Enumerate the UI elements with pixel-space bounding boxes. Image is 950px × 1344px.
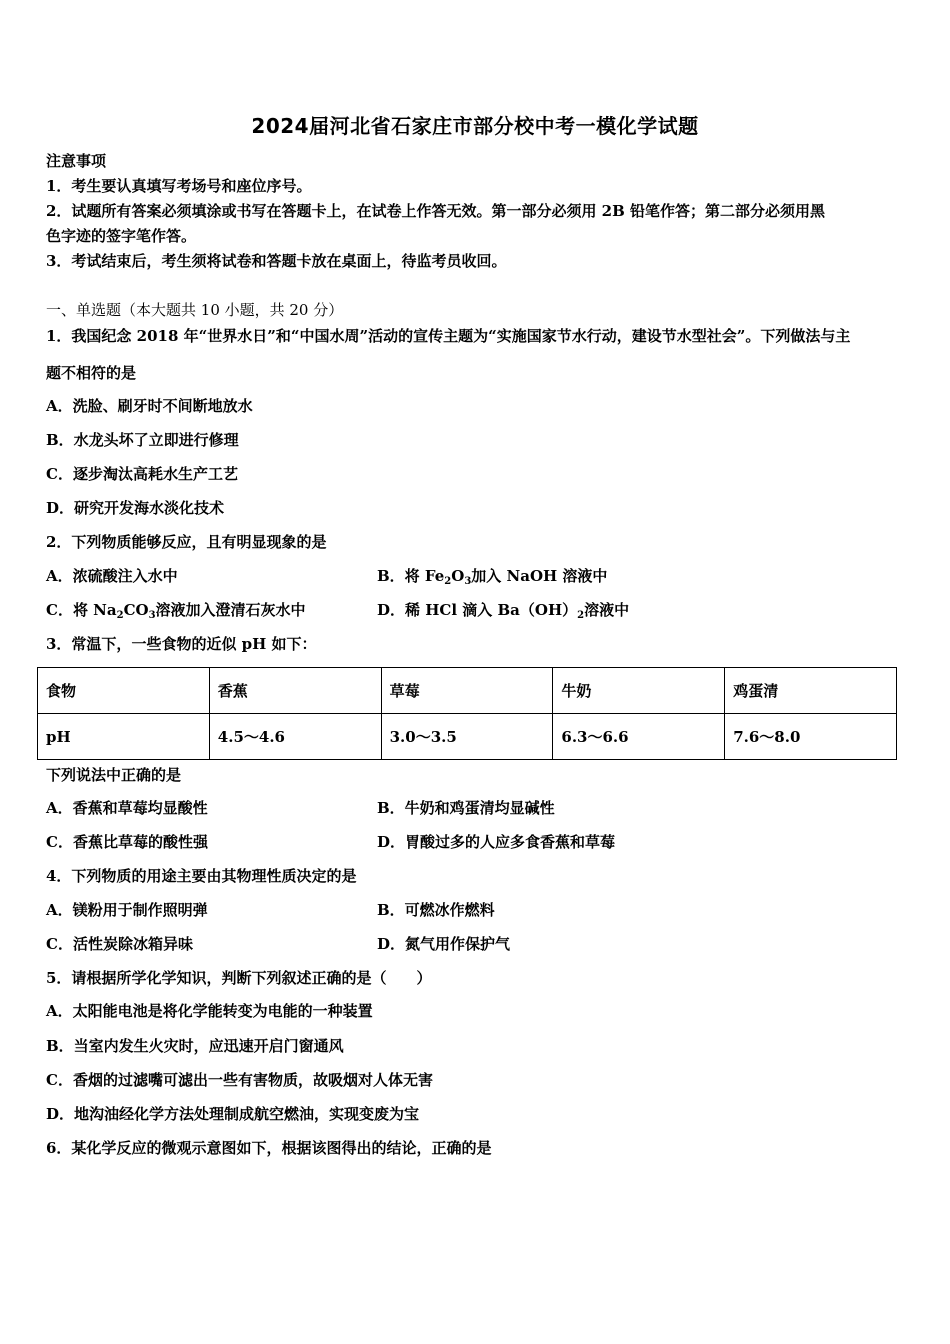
question-4-option-c: C．活性炭除冰箱异味 xyxy=(46,935,193,953)
question-2-option-c: C．将 $Na_2CO_3$溶液加入澄清石灰水中 xyxy=(46,601,306,621)
question-2-option-b: B．将 $Fe_2O_3$加入 NaOH 溶液中 xyxy=(377,567,608,587)
question-5-option-b: B．当室内发生火灾时，应迅速开启门窗通风 xyxy=(46,1037,344,1055)
table-cell: 香蕉 xyxy=(209,668,381,714)
question-2-option-a: A．浓硫酸注入水中 xyxy=(46,567,178,585)
question-4-option-d: D．氮气用作保护气 xyxy=(377,935,511,953)
notice-item: 3．考试结束后，考生须将试卷和答题卡放在桌面上，待监考员收回。 xyxy=(46,252,507,270)
notice-heading: 注意事项 xyxy=(46,152,107,170)
table-cell: 7.6～8.0 xyxy=(725,714,897,760)
question-1-stem-cont: 题不相符的是 xyxy=(46,364,137,382)
question-3-option-d: D．胃酸过多的人应多食香蕉和草莓 xyxy=(377,833,616,851)
question-5-option-a: A．太阳能电池是将化学能转变为电能的一种装置 xyxy=(46,1002,373,1020)
question-5-option-c: C．香烟的过滤嘴可滤出一些有害物质，故吸烟对人体无害 xyxy=(46,1071,433,1089)
question-2-option-d: D．稀 HCl 滴入 $Ba(OH)_2$溶液中 xyxy=(377,601,630,621)
question-3-option-c: C．香蕉比草莓的酸性强 xyxy=(46,833,208,851)
question-3-option-b: B．牛奶和鸡蛋清均显碱性 xyxy=(377,799,555,817)
question-1-option-b: B．水龙头坏了立即进行修理 xyxy=(46,431,239,449)
table-row xyxy=(38,714,897,760)
question-5-option-d: D．地沟油经化学方法处理制成航空燃油，实现变废为宝 xyxy=(46,1105,420,1123)
question-1-option-d: D．研究开发海水淡化技术 xyxy=(46,499,225,517)
question-1-stem: 1．我国纪念 2018 年“世界水日”和“中国水周”活动的宣传主题为“实施国家节水行动，建设节水型社会”。下列做法与主 xyxy=(46,327,851,345)
table-cell: 6.3～6.6 xyxy=(553,714,725,760)
table-cell: 食物 xyxy=(38,668,210,714)
question-3-option-a: A．香蕉和草莓均显酸性 xyxy=(46,799,208,817)
ph-table xyxy=(37,667,897,760)
table-cell: 鸡蛋清 xyxy=(725,668,897,714)
table-cell: pH xyxy=(38,714,210,760)
question-4-option-b: B．可燃冰作燃料 xyxy=(377,901,495,919)
question-1-option-c: C．逐步淘汰高耗水生产工艺 xyxy=(46,465,238,483)
question-6-stem: 6．某化学反应的微观示意图如下，根据该图得出的结论，正确的是 xyxy=(46,1139,492,1157)
notice-item: 1．考生要认真填写考场号和座位序号。 xyxy=(46,177,312,195)
table-cell: 3.0～3.5 xyxy=(381,714,553,760)
notice-item: 色字迹的签字笔作答。 xyxy=(46,227,197,245)
question-4-stem: 4．下列物质的用途主要由其物理性质决定的是 xyxy=(46,867,357,885)
question-5-stem: 5．请根据所学化学知识，判断下列叙述正确的是（ ） xyxy=(46,969,432,987)
question-1-option-a: A．洗脸、刷牙时不间断地放水 xyxy=(46,397,253,415)
table-cell: 牛奶 xyxy=(553,668,725,714)
page-title: 2024届河北省石家庄市部分校中考一模化学试题 xyxy=(251,114,699,138)
question-2-stem: 2．下列物质能够反应，且有明显现象的是 xyxy=(46,533,327,551)
question-4-option-a: A．镁粉用于制作照明弹 xyxy=(46,901,208,919)
table-header-row xyxy=(38,668,897,714)
section-heading: 一、单选题（本大题共 10 小题，共 20 分） xyxy=(46,301,344,319)
question-3-stem: 3．常温下，一些食物的近似 pH 如下： xyxy=(46,635,317,653)
question-3-prompt: 下列说法中正确的是 xyxy=(46,766,182,784)
table-cell: 4.5～4.6 xyxy=(209,714,381,760)
table-cell: 草莓 xyxy=(381,668,553,714)
notice-item: 2．试题所有答案必须填涂或书写在答题卡上，在试卷上作答无效。第一部分必须用 2B 铅笔作答；第二部分必须用黑 xyxy=(46,202,826,220)
